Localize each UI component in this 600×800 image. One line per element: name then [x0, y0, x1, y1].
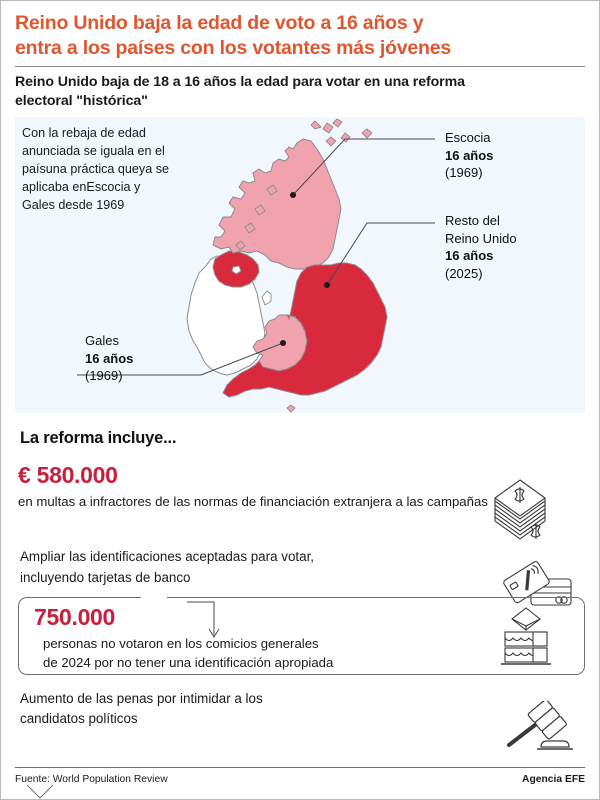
map-label-escocia [445, 129, 493, 182]
map-region-isle-of-man [262, 291, 271, 305]
footer-notch-icon [27, 785, 53, 799]
page-title [15, 11, 585, 60]
map-label-gales [85, 332, 133, 385]
footer-source: Fuente: World Population Review [15, 774, 168, 785]
map-label-gales-year: (1969) [85, 368, 123, 384]
map-label-resto-name-line-2: Reino Unido [445, 230, 517, 246]
marker-wales [280, 340, 286, 346]
map-label-resto-name-line-1: Resto del [445, 213, 500, 229]
map-region-scotland [213, 139, 341, 269]
ballot-box-icon [495, 606, 557, 668]
subheadline-line-2: electoral "histórica" [15, 92, 148, 109]
fine-amount: € 580.000 [18, 462, 118, 489]
fine-description: en multas a infractores de las normas de financiación extranjera a las campañas [18, 494, 488, 510]
headline-line-2: entra a los países con los votantes más jóvenes [15, 36, 452, 59]
stat-number: 750.000 [34, 603, 116, 630]
stat-box-top-gap [141, 596, 167, 600]
footer [15, 767, 585, 785]
penas-line-2: candidatos políticos [20, 711, 138, 727]
footer-credit: Agencia EFE [522, 774, 585, 785]
map-label-resto-reino-unido [445, 212, 517, 283]
reform-section-title: La reforma incluye... [20, 429, 177, 448]
reform-section [15, 429, 585, 730]
gavel-icon [501, 701, 579, 761]
stat-description-line-2: de 2024 por no tener una identificación apropiada [43, 654, 334, 670]
header-divider [15, 66, 585, 67]
ampliar-line-2: incluyendo tarjetas de banco [20, 569, 191, 585]
map-label-resto-year: (2025) [445, 266, 483, 282]
footer-divider [15, 767, 585, 768]
subheadline [15, 73, 585, 110]
stat-callout-box [18, 597, 585, 675]
map-region-channel-islands [287, 405, 295, 412]
headline-line-1: Reino Unido baja la edad de voto a 16 años y [15, 12, 424, 34]
penas-line-1: Aumento de las penas por intimidar a los [20, 690, 263, 706]
marker-scotland [290, 192, 296, 198]
map-label-gales-age: 16 años [85, 350, 134, 366]
stat-description-line-1: personas no votaron en los comicios generales [43, 635, 319, 651]
map-panel [15, 117, 585, 413]
banknote-stack-icon [489, 477, 551, 549]
ampliar-line-1: Ampliar las identificaciones aceptadas para votar, [20, 549, 315, 565]
map-label-escocia-name: Escocia [445, 130, 491, 146]
map-label-escocia-year: (1969) [445, 165, 483, 181]
subheadline-line-1: Reino Unido baja de 18 a 16 años la edad para votar en una reforma [15, 74, 465, 91]
marker-england [324, 282, 330, 288]
map-label-resto-age: 16 años [445, 248, 494, 264]
header [1, 1, 599, 110]
map-annotation-note: Con la rebaja de edad anunciada se iguala en el paísuna práctica queya se aplicaba enEscocia y Gales desde 1969 [22, 126, 170, 212]
map-label-escocia-age: 16 años [445, 147, 494, 163]
map-label-gales-name: Gales [85, 333, 119, 349]
stat-description [43, 634, 333, 672]
footer-row [15, 774, 585, 785]
